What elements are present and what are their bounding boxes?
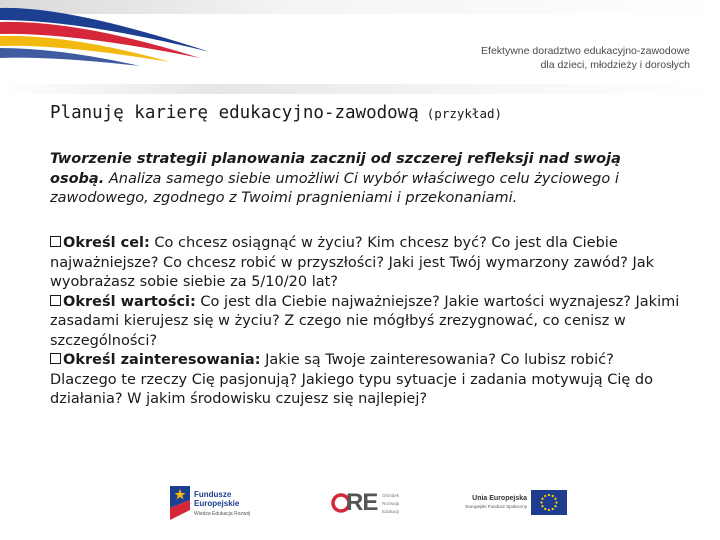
ore-word: RE [346, 489, 378, 516]
page-title-sub: (przykład) [426, 106, 503, 121]
project-header-line2: dla dzieci, młodzieży i dorosłych [540, 59, 690, 71]
page-title-main: Planuję karierę edukacyjno-zawodową [50, 103, 419, 123]
intro-paragraph [50, 150, 680, 209]
list-item [50, 293, 680, 352]
checkbox-bullet-icon [50, 353, 61, 364]
intro-rest: Analiza samego siebie umożliwi Ci wybór właściwego celu życiowego i zawodowego, zgodnego z Twoimi pragnieniami i przekonaniami. [50, 170, 619, 206]
page-title [50, 102, 502, 123]
project-header [481, 44, 690, 72]
project-header-line1: Efektywne doradztwo edukacyjno-zawodowe [481, 45, 690, 57]
ue-line1: Unia Europejska [472, 495, 527, 502]
eu-flag-icon [531, 490, 567, 515]
ue-line2: Europejski Fundusz Społeczny [465, 504, 527, 509]
header-divider [0, 84, 720, 94]
list-item [50, 234, 680, 293]
footer-logos [0, 478, 720, 526]
point-label: Określ zainteresowania: [63, 352, 261, 368]
fe-line3: Wiedza Edukacja Rozwój [194, 511, 251, 517]
point-label: Określ wartości: [63, 293, 196, 310]
unia-europejska-logo [455, 486, 565, 520]
fe-line2: Europejskie [194, 499, 240, 508]
fundusze-europejskie-logo [170, 486, 260, 520]
fe-line1: Fundusze [194, 490, 232, 499]
point-label: Określ cel: [63, 235, 150, 251]
intro-bold: Tworzenie strategii planowania zacznij od szczerej refleksji nad swoją osobą. [50, 151, 621, 187]
point-text: Co jest dla Ciebie najważniejsze? Jakie wartości wyznajesz? Jakimi zasadami kierujesz się w życiu? Z czego nie mógłbyś zrezygnować, co cenisz w szczególności? [50, 293, 680, 349]
checkbox-bullet-icon [50, 236, 61, 247]
fe-stars-icon [170, 486, 190, 520]
point-text: Jakie są Twoje zainteresowania? Co lubisz robić? Dlaczego te rzeczy Cię pasjonują? Jakiego typu sytuacje i zadania motywują Cię do działania? W jakim środowisku czujesz się najlepiej? [50, 352, 653, 407]
points-list [50, 234, 680, 410]
list-item [50, 351, 680, 410]
checkbox-bullet-icon [50, 295, 61, 306]
point-text: Co chcesz osiągnąć w życiu? Kim chcesz być? Co jest dla Ciebie najważniejsze? Co chcesz robić w przyszłości? Jaki jest Twój wymarzony zawód? Jak wyobrażasz sobie siebie za 5/10/20 lat? [50, 235, 655, 290]
ore-logo [330, 488, 410, 518]
ore-line2: Rozwoju [382, 501, 400, 506]
corner-swoosh-decoration [0, 0, 240, 72]
ore-line1: Ośrodek [382, 493, 400, 498]
ore-line3: Edukacji [382, 509, 400, 514]
